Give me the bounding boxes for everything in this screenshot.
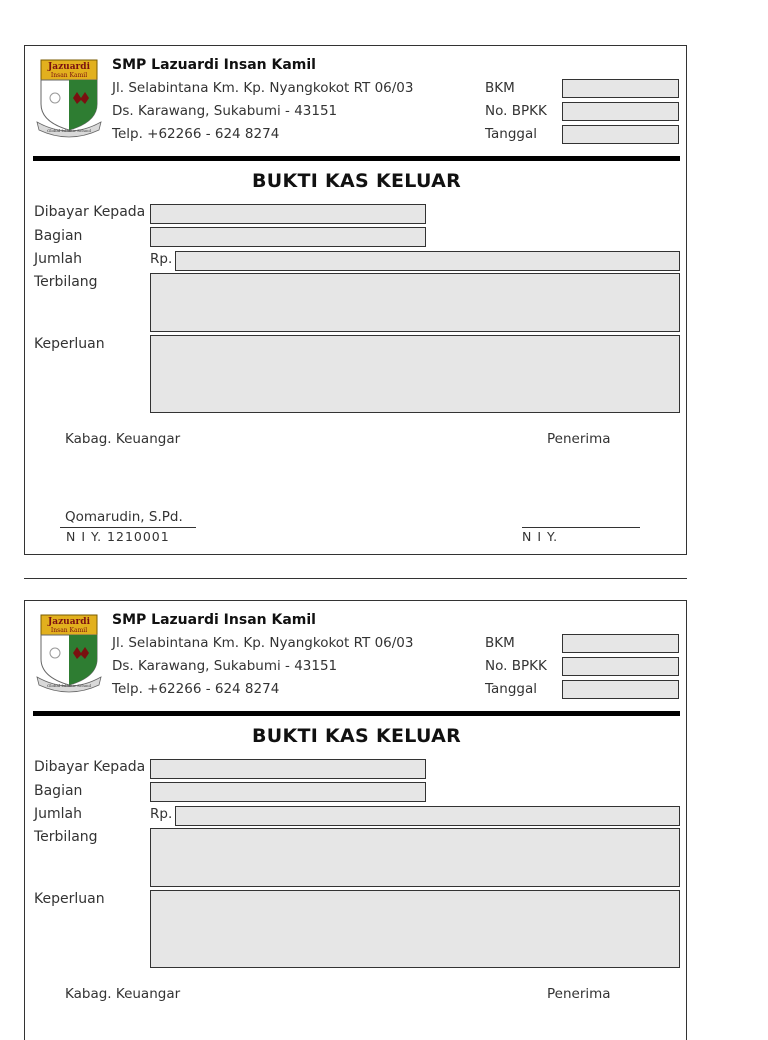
svg-text:Global Islamic School: Global Islamic School [47,683,91,688]
form-title: BUKTI KAS KELUAR [251,725,462,747]
form-title: BUKTI KAS KELUAR [251,170,462,192]
section-field[interactable] [150,227,426,247]
address-line-2: Ds. Karawang, Sukabumi - 43151 [112,658,338,674]
voucher-form-2 [24,600,687,1040]
finance-head-role: Kabag. Keuangar [65,986,181,1002]
purpose-label: Keperluan [34,891,105,907]
bpkk-label: No. BPKK [485,658,547,674]
amount-field[interactable] [175,251,680,271]
address-line-1: Jl. Selabintana Km. Kp. Nyangkokot RT 06/03 [112,80,414,96]
date-label: Tanggal [485,681,538,697]
svg-text:Jazuardi: Jazuardi [47,62,91,72]
svg-text:Insan Kamil: Insan Kamil [50,72,88,79]
school-logo [35,58,103,140]
voucher-form-1 [24,45,687,555]
phone-line: Telp. +62266 - 624 8274 [112,681,280,697]
cut-line [24,578,687,579]
recipient-role: Penerima [547,986,611,1002]
amount-label: Jumlah [34,806,82,822]
currency-prefix: Rp. [150,251,173,267]
recipient-niy: N I Y. [522,527,640,544]
purpose-field[interactable] [150,335,680,413]
spelled-amount-field[interactable] [150,828,680,887]
currency-prefix: Rp. [150,806,173,822]
section-field[interactable] [150,782,426,802]
spelled-amount-label: Terbilang [34,274,98,290]
svg-text:Insan Kamil: Insan Kamil [50,627,88,634]
amount-field[interactable] [175,806,680,826]
finance-head-niy: N I Y. 1210001 [60,527,196,544]
section-label: Bagian [34,783,83,799]
spelled-amount-field[interactable] [150,273,680,332]
bkm-field[interactable] [562,79,679,98]
recipient-role: Penerima [547,431,611,447]
amount-label: Jumlah [34,251,82,267]
date-field[interactable] [562,125,679,144]
paid-to-field[interactable] [150,204,426,224]
school-name: SMP Lazuardi Insan Kamil [112,57,316,73]
bkm-label: BKM [485,80,515,96]
spelled-amount-label: Terbilang [34,829,98,845]
finance-head-name: Qomarudin, S.Pd. [65,509,183,525]
header-divider [33,711,680,716]
date-label: Tanggal [485,126,538,142]
section-label: Bagian [34,228,83,244]
school-name: SMP Lazuardi Insan Kamil [112,612,316,628]
paid-to-label: Dibayar Kepada [34,759,146,775]
date-field[interactable] [562,680,679,699]
header-divider [33,156,680,161]
bpkk-field[interactable] [562,102,679,121]
purpose-field[interactable] [150,890,680,968]
address-line-1: Jl. Selabintana Km. Kp. Nyangkokot RT 06/03 [112,635,414,651]
bpkk-field[interactable] [562,657,679,676]
bkm-field[interactable] [562,634,679,653]
svg-text:Jazuardi: Jazuardi [47,617,91,627]
svg-text:Global Islamic School: Global Islamic School [47,128,91,133]
bkm-label: BKM [485,635,515,651]
bpkk-label: No. BPKK [485,103,547,119]
finance-head-role: Kabag. Keuangar [65,431,181,447]
paid-to-label: Dibayar Kepada [34,204,146,220]
phone-line: Telp. +62266 - 624 8274 [112,126,280,142]
address-line-2: Ds. Karawang, Sukabumi - 43151 [112,103,338,119]
paid-to-field[interactable] [150,759,426,779]
school-logo [35,613,103,695]
purpose-label: Keperluan [34,336,105,352]
